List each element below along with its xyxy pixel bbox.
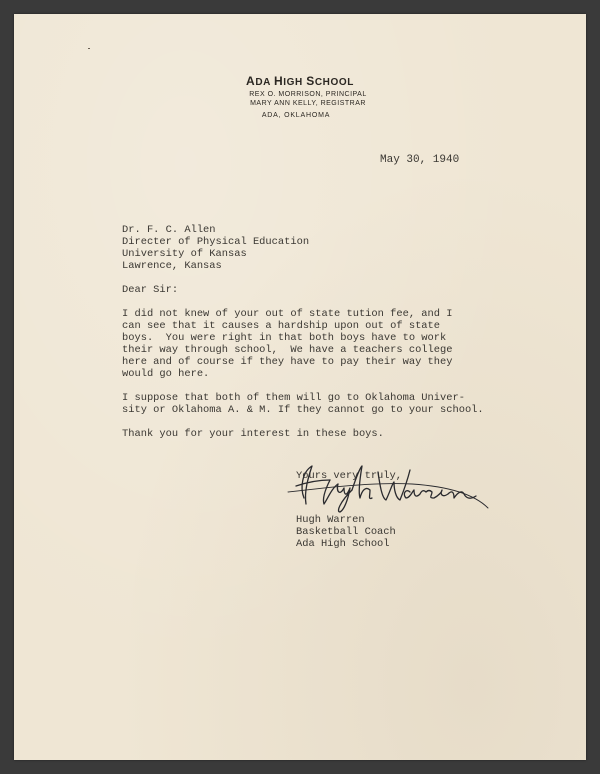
body-line: their way through school, We have a teachers college	[122, 344, 453, 356]
letterhead-school-name: ADA HIGH SCHOOL	[246, 74, 354, 88]
letterhead-registrar: MARY ANN KELLY, REGISTRAR	[250, 100, 366, 107]
recipient-institution: University of Kansas	[122, 248, 247, 260]
handwritten-signature	[282, 458, 492, 514]
body-line: I suppose that both of them will go to Oklahoma Univer-	[122, 392, 465, 404]
body-line: boys. You were right in that both boys have to work	[122, 332, 447, 344]
signer-organization: Ada High School	[296, 538, 390, 550]
salutation: Dear Sir:	[122, 284, 179, 296]
recipient-location: Lawrence, Kansas	[122, 260, 222, 272]
body-line: I did not knew of your out of state tution fee, and I	[122, 308, 453, 320]
recipient-title: Directer of Physical Education	[122, 236, 310, 248]
letterhead-principal: REX O. MORRISON, PRINCIPAL	[249, 91, 367, 98]
letter-date: May 30, 1940	[380, 154, 460, 166]
signer-name: Hugh Warren	[296, 514, 365, 526]
pinhole-mark	[88, 48, 90, 49]
body-line: here and of course if they have to pay their way they	[122, 356, 453, 368]
body-line: would go here.	[122, 368, 210, 380]
body-line: sity or Oklahoma A. & M. If they cannot go to your school.	[122, 404, 484, 416]
recipient-name: Dr. F. C. Allen	[122, 224, 216, 236]
letter-page	[14, 14, 586, 760]
body-line: Thank you for your interest in these boys.	[122, 428, 384, 440]
body-line: can see that it causes a hardship upon out of state	[122, 320, 441, 332]
letterhead-city: ADA, OKLAHOMA	[261, 112, 331, 119]
signer-title: Basketball Coach	[296, 526, 396, 538]
complimentary-close: Yours very truly,	[296, 470, 403, 482]
